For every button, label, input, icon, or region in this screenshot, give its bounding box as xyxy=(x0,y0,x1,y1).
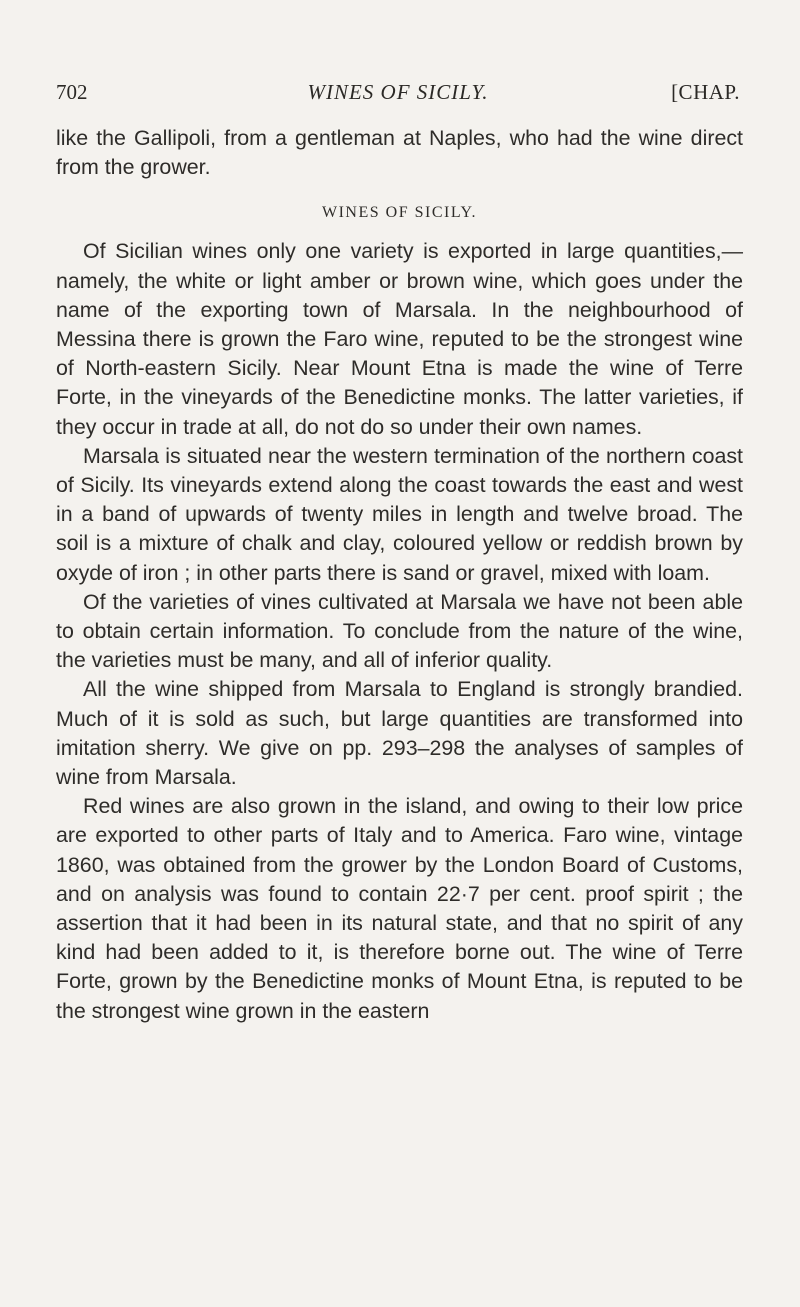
paragraph-red-wines: Red wines are also grown in the island, and owing to their low price are exported to other parts of Italy and to America. Faro wine, vintage 1860, was obtained from the grower by the London Board of Customs, and on analysis was found to contain 22·7 per cent. proof spirit ; the assertion that it had been in its natural state, and that no spirit of any kind had been added to it, is therefore borne out. The wine of Terre Forte, grown by the Benedictine monks of Mount Etna, is reputed to be the strongest wine grown in the eastern xyxy=(56,794,743,1023)
paragraph-marsala-location: Marsala is situated near the western termination of the northern coast of Sicily. Its vineyards extend along the coast towards the east and west in a band of upwards of twenty miles in length and twelve broad. The soil is a mixture of chalk and clay, coloured yellow or reddish brown by oxyde of iron ; in other parts there is sand or gravel, mixed with loam. xyxy=(56,443,743,585)
page-number: 702 xyxy=(56,80,88,104)
paragraph-sicilian-wines: Of Sicilian wines only one variety is exported in large quantities,—namely, the white or light amber or brown wine, which goes under the name of the exporting town of Marsala. In the neighbourhood of Messina there is grown the Faro wine, reputed to be the strongest wine of North-eastern Sicily. Near Mount Etna is made the wine of Terre Forte, in the vineyards of the Benedictine monks. The latter varieties, if they occur in trade at all, do not do so under their own names. xyxy=(56,239,743,439)
continuation-paragraph: like the Gallipoli, from a gentleman at Naples, who had the wine direct from the grower. xyxy=(56,126,743,180)
paragraph-vine-varieties: Of the varieties of vines cultivated at Marsala we have not been able to obtain certain information. To conclude from the nature of the wine, the varieties must be many, and all of inferior quality. xyxy=(56,589,743,673)
section-heading: WINES OF SICILY. xyxy=(322,204,477,222)
running-head xyxy=(56,80,740,108)
body-text xyxy=(56,124,743,1026)
paragraph-shipping: All the wine shipped from Marsala to England is strongly brandied. Much of it is sold as such, but large quantities are transformed into imitation sherry. We give on pp. 293–298 the analyses of samples of wine from Marsala. xyxy=(56,677,743,790)
running-title: WINES OF SICILY. xyxy=(307,80,489,104)
chapter-marker: [CHAP. xyxy=(671,80,740,104)
